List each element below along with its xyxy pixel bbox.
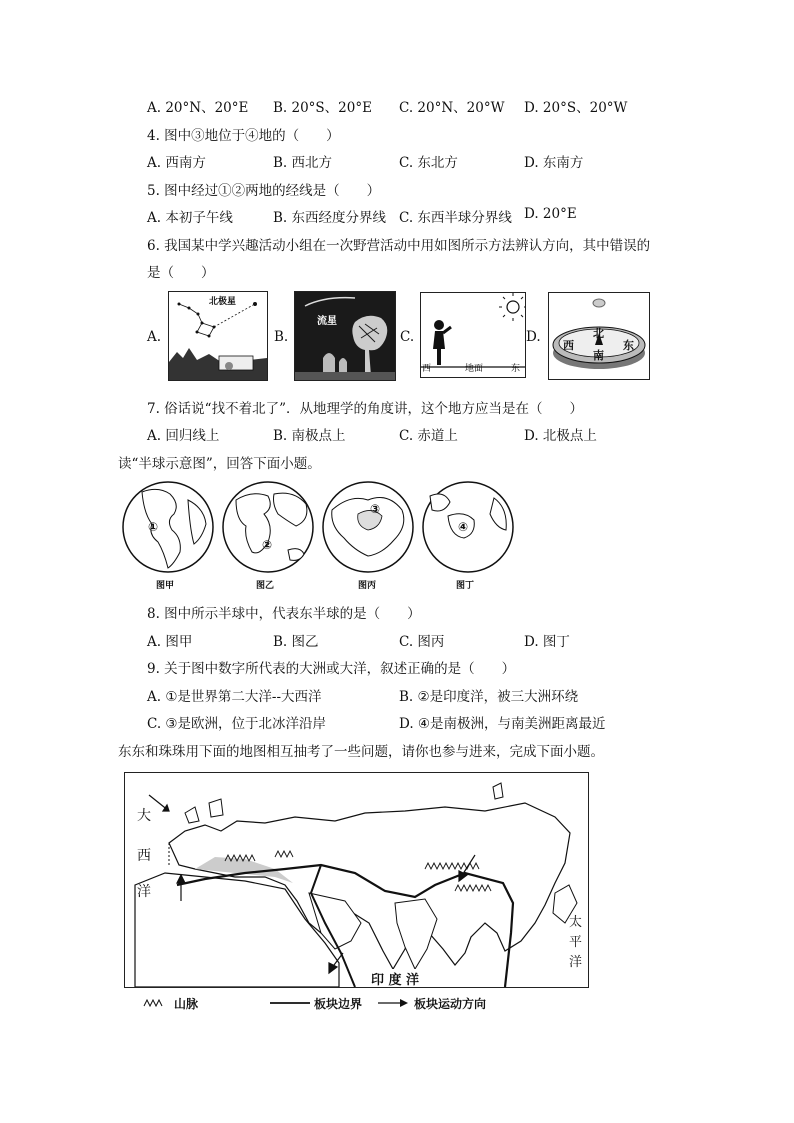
- plate-map-drawing: [125, 773, 588, 987]
- q6-image-c-shadow: [420, 292, 526, 378]
- compass-south-label: 南: [593, 349, 604, 362]
- plate-boundary-map: [124, 772, 589, 988]
- q9-stem: 9. 关于图中数字所代表的大洲或大洋，叙述正确的是（ ）: [147, 661, 516, 677]
- compass-north-label: 北: [593, 327, 604, 340]
- q8-option-b: B. 图乙: [273, 634, 319, 650]
- q3-option-a: A. 20°N、20°E: [147, 100, 249, 116]
- atlantic-label-3: 洋: [137, 884, 151, 900]
- shadow-ground-label: 地面: [465, 364, 484, 374]
- q4-option-a: A. 西南方: [147, 155, 206, 171]
- q5-option-a: A. 本初子午线: [147, 210, 233, 226]
- shadow-west-label: 西: [422, 364, 432, 374]
- compass-east-label: 东: [623, 339, 634, 352]
- q7-stem: 7. 俗话说“找不着北了”．从地理学的角度讲，这个地方应当是在（ ）: [147, 401, 583, 417]
- hemisphere-label-yi: 图乙: [256, 581, 275, 591]
- hemisphere-label-bing: 图丙: [358, 581, 377, 591]
- compass-west-label: 西: [563, 339, 574, 352]
- q3-option-c: C. 20°N、20°W: [399, 100, 505, 116]
- map-legend: [142, 992, 562, 1014]
- q6-image-a-north-star: [168, 291, 268, 381]
- q6-option-a: A.: [147, 329, 162, 345]
- meteor-label: 流星: [317, 316, 337, 327]
- legend-boundary-label: 板块边界: [314, 997, 363, 1011]
- pacific-label-2: 平: [569, 935, 583, 950]
- q4-option-d: D. 东南方: [524, 155, 584, 171]
- q3-option-d: D. 20°S、20°W: [524, 100, 628, 116]
- hemisphere-number-3: ③: [370, 502, 381, 516]
- q9-option-a: A. ①是世界第二大洋--大西洋: [147, 689, 322, 705]
- legend-mountain-label: 山脉: [174, 997, 199, 1011]
- q6-option-d: D.: [526, 329, 541, 345]
- indian-ocean-label: 印 度 洋: [371, 969, 419, 988]
- q8-stem: 8. 图中所示半球中，代表东半球的是（ ）: [147, 606, 421, 622]
- hemisphere-number-4: ④: [458, 520, 469, 534]
- q4-option-c: C. 东北方: [399, 155, 458, 171]
- hemisphere-number-2: ②: [262, 538, 273, 552]
- atlantic-label-2: 西: [137, 848, 151, 864]
- hemisphere-label-jia: 图甲: [156, 581, 175, 591]
- q6-stem-line2: 是（ ）: [147, 265, 215, 281]
- q3-option-b: B. 20°S、20°E: [273, 100, 372, 116]
- q8-option-a: A. 图甲: [147, 634, 193, 650]
- q6-stem-line1: 6. 我国某中学兴趣活动小组在一次野营活动中用如图所示方法辨认方向，其中错误的: [147, 238, 651, 254]
- hemisphere-intro: 读“半球示意图”，回答下面小题。: [118, 456, 321, 472]
- atlantic-label-1: 大: [137, 808, 151, 824]
- q6-image-b-meteor: [294, 291, 396, 381]
- q6-option-b: B.: [274, 329, 289, 345]
- pacific-label-3: 洋: [569, 955, 583, 970]
- legend-motion-label: 板块运动方向: [414, 997, 487, 1011]
- q9-option-c: C. ③是欧洲，位于北冰洋沿岸: [147, 716, 327, 732]
- hemisphere-figure: [118, 480, 518, 594]
- meteor-illustration: [295, 292, 395, 380]
- map-intro: 东东和珠珠用下面的地图相互抽考了一些问题，请你也参与进来，完成下面小题。: [118, 744, 604, 760]
- hemisphere-label-ding: 图丁: [456, 581, 475, 591]
- q8-option-d: D. 图丁: [524, 634, 570, 650]
- q7-option-c: C. 赤道上: [399, 428, 458, 444]
- q4-option-b: B. 西北方: [273, 155, 333, 171]
- q9-option-d: D. ④是南极洲，与南美洲距离最近: [399, 716, 606, 732]
- q7-option-b: B. 南极点上: [273, 428, 346, 444]
- q7-option-a: A. 回归线上: [147, 428, 220, 444]
- q4-stem: 4. 图中③地位于④地的（ ）: [147, 128, 340, 144]
- q6-option-c: C.: [400, 329, 415, 345]
- q5-stem: 5. 图中经过①②两地的经线是（ ）: [147, 183, 381, 199]
- q5-option-d: D. 20°E: [524, 206, 577, 222]
- shadow-east-label: 东: [511, 364, 521, 374]
- q5-option-b: B. 东西经度分界线: [273, 210, 387, 226]
- q7-option-d: D. 北极点上: [524, 428, 597, 444]
- q8-option-c: C. 图丙: [399, 634, 445, 650]
- q5-option-c: C. 东西半球分界线: [399, 210, 512, 226]
- q9-option-b: B. ②是印度洋，被三大洲环绕: [399, 689, 579, 705]
- q6-image-d-compass: [548, 292, 650, 380]
- pacific-label-1: 太: [569, 915, 583, 930]
- hemisphere-number-1: ①: [148, 520, 159, 534]
- north-star-label: 北极星: [209, 297, 237, 307]
